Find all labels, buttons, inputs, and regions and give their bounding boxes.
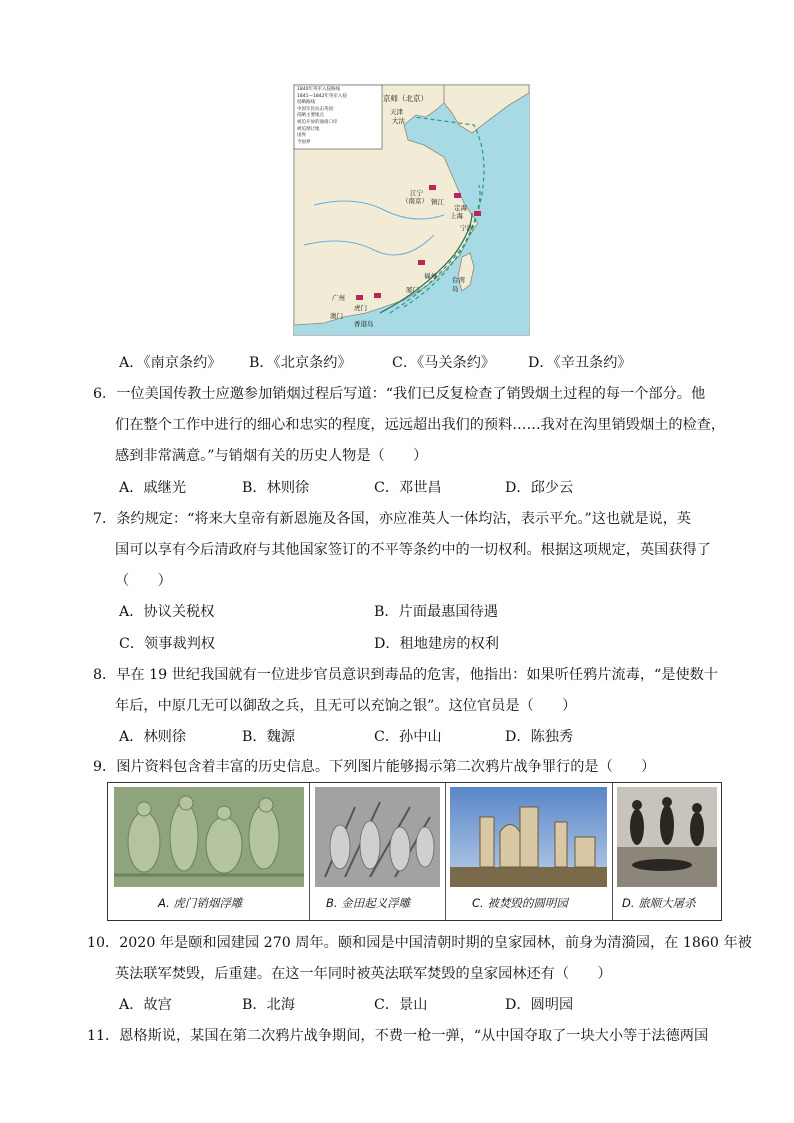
option-b[interactable] bbox=[374, 602, 498, 622]
option-text: 协议关税权 bbox=[143, 604, 215, 620]
legend-item: 被迫开放的通商口岸 bbox=[297, 119, 338, 125]
legend-item: 国界 bbox=[297, 133, 306, 139]
option-a[interactable] bbox=[119, 353, 221, 373]
option-text: 片面最惠国待遇 bbox=[398, 604, 498, 620]
option-letter: D． bbox=[505, 729, 531, 745]
option-text: 陈独秀 bbox=[530, 729, 574, 745]
question-text-line: 们在整个工作中进行的细心和忠实的程度，远远超出我们的预料……我对在沟里销毁烟土的检查， bbox=[115, 417, 726, 433]
option-text: 圆明园 bbox=[530, 997, 574, 1013]
historical-map-figure bbox=[293, 84, 530, 336]
option-c[interactable] bbox=[392, 353, 495, 373]
option-b[interactable] bbox=[242, 995, 295, 1015]
place-label: 香港岛 bbox=[354, 320, 374, 328]
option-d[interactable] bbox=[505, 478, 573, 498]
option-text: 孙中山 bbox=[399, 729, 442, 745]
place-label: 江宁 bbox=[410, 189, 423, 197]
caption-a: A. 虎门销烟浮雕 bbox=[158, 896, 243, 910]
question-text-line: 6．一位美国传教士应邀参加销烟过程后写道：“我们已反复检查了销毁烟土过程的每一个部分。他 bbox=[93, 386, 706, 402]
option-letter: A． bbox=[119, 355, 144, 371]
option-a[interactable] bbox=[119, 727, 186, 747]
option-d[interactable] bbox=[374, 634, 499, 654]
option-b[interactable] bbox=[249, 353, 352, 373]
option-letter: C． bbox=[374, 729, 400, 745]
option-letter: D． bbox=[505, 480, 531, 496]
option-text: 邓世昌 bbox=[399, 480, 442, 496]
option-letter: C． bbox=[374, 997, 400, 1013]
caption-c: C. 被焚毁的圆明园 bbox=[472, 896, 568, 910]
humen-relief-image[interactable] bbox=[114, 787, 304, 887]
caption-d: D. 旅顺大屠杀 bbox=[622, 896, 696, 910]
place-label: 广州 bbox=[332, 294, 345, 302]
option-d[interactable] bbox=[505, 995, 573, 1015]
option-letter: B． bbox=[242, 480, 267, 496]
option-letter: B． bbox=[374, 604, 399, 620]
option-c[interactable] bbox=[374, 478, 442, 498]
option-letter: B． bbox=[249, 355, 274, 371]
option-text: 邱少云 bbox=[530, 480, 574, 496]
legend-item: 1840年英军入侵路线 bbox=[297, 87, 340, 92]
question-text-line: 7．条约规定：“将来大皇帝有新恩施及各国，亦应准英人一体均沾，表示平允。”这也就是说，英 bbox=[93, 511, 692, 527]
place-label: 虎门 bbox=[354, 304, 367, 312]
option-a[interactable] bbox=[119, 478, 186, 498]
option-letter: D． bbox=[528, 355, 554, 371]
option-text: 景山 bbox=[399, 997, 428, 1013]
option-c[interactable] bbox=[119, 634, 215, 654]
place-label: 上海 bbox=[450, 212, 463, 220]
lushun-massacre-image[interactable] bbox=[617, 787, 717, 887]
place-label: 京师（北京） bbox=[383, 94, 428, 103]
map-legend bbox=[297, 87, 381, 146]
divider bbox=[445, 783, 446, 920]
place-label: 镇江 bbox=[431, 198, 444, 206]
legend-item: 侵略路线 bbox=[297, 100, 315, 106]
place-label: 宁波 bbox=[460, 224, 473, 232]
option-a[interactable] bbox=[119, 602, 214, 622]
option-letter: A． bbox=[119, 729, 144, 745]
option-text: 戚继光 bbox=[143, 480, 187, 496]
option-text: 魏源 bbox=[266, 729, 296, 745]
question-text-line: 11．恩格斯说，某国在第二次鸦片战争期间，不费一枪一弹，“从中国夺取了一块大小等于法德两国 bbox=[87, 1028, 709, 1044]
place-label: 天津 bbox=[390, 108, 403, 116]
legend-item: 1841—1842年英军入侵 bbox=[297, 93, 347, 99]
divider bbox=[309, 783, 310, 920]
option-letter: C． bbox=[374, 480, 400, 496]
place-label: 定海 bbox=[454, 204, 467, 212]
legend-item: 今国界 bbox=[297, 139, 311, 145]
option-text: 林则徐 bbox=[266, 480, 310, 496]
option-letter: B． bbox=[242, 997, 267, 1013]
place-label: 澳门 bbox=[330, 312, 343, 320]
question-text-line: 9．图片资料包含着丰富的历史信息。下列图片能够揭示第二次鸦片战争罪行的是（ ） bbox=[93, 759, 656, 775]
option-text: 领事裁判权 bbox=[144, 636, 215, 652]
place-label: 厦门 bbox=[406, 286, 419, 294]
option-letter: A． bbox=[119, 480, 144, 496]
question-text-line: 8．早在 19 世纪我国就有一位进步官员意识到毒品的危害，他指出：如果听任鸦片流毒，“是使数十 bbox=[93, 667, 719, 683]
jintian-relief-image[interactable] bbox=[315, 787, 440, 887]
yuanmingyuan-ruins-image[interactable] bbox=[450, 787, 607, 887]
option-letter: A． bbox=[119, 604, 144, 620]
option-letter: B． bbox=[242, 729, 267, 745]
legend-item: 被迫割让地 bbox=[297, 126, 320, 132]
option-text: 北海 bbox=[266, 997, 296, 1013]
option-text: 《辛丑条约》 bbox=[553, 355, 632, 371]
option-d[interactable] bbox=[505, 727, 573, 747]
option-letter: C． bbox=[392, 355, 418, 371]
question-text-line: 感到非常满意。”与销烟有关的历史人物是（ ） bbox=[115, 448, 428, 464]
place-label: 福州 bbox=[424, 272, 437, 280]
question-text-line: （ ） bbox=[115, 573, 172, 589]
question-text-line: 年后，中原几无可以御敌之兵，且无可以充饷之银”。这位官员是（ ） bbox=[115, 698, 577, 714]
option-letter: D． bbox=[505, 997, 531, 1013]
option-letter: D． bbox=[374, 636, 400, 652]
option-letter: C． bbox=[119, 636, 145, 652]
option-c[interactable] bbox=[374, 727, 442, 747]
option-text: 《马关条约》 bbox=[417, 355, 496, 371]
option-text: 《南京条约》 bbox=[143, 355, 222, 371]
option-letter: A． bbox=[119, 997, 144, 1013]
image-options-row bbox=[107, 782, 722, 921]
place-label: 大沽 bbox=[392, 117, 405, 125]
option-text: 林则徐 bbox=[143, 729, 187, 745]
option-text: 租地建房的权利 bbox=[399, 636, 499, 652]
option-a[interactable] bbox=[119, 995, 172, 1015]
question-text-line: 国可以享有今后清政府与其他国家签订的不平等条约中的一切权利。根据这项规定，英国获得了 bbox=[115, 542, 711, 558]
legend-item: 侵略主要地点 bbox=[297, 113, 324, 119]
option-b[interactable] bbox=[242, 727, 295, 747]
place-label: （南京） bbox=[402, 197, 428, 205]
legend-item: 中国军民抗击英国 bbox=[297, 106, 333, 112]
divider bbox=[612, 783, 613, 920]
question-text-line: 英法联军焚毁，后重建。在这一年同时被英法联军焚毁的皇家园林还有（ ） bbox=[115, 966, 612, 982]
option-c[interactable] bbox=[374, 995, 427, 1015]
option-d[interactable] bbox=[528, 353, 632, 373]
option-b[interactable] bbox=[242, 478, 309, 498]
question-text-line: 10．2020 年是颐和园建园 270 周年。颐和园是中国清朝时期的皇家园林，前身为清漪园，在 1860 年被 bbox=[87, 935, 752, 951]
place-label: 台湾岛 bbox=[452, 276, 465, 293]
option-text: 《北京条约》 bbox=[273, 355, 352, 371]
caption-b: B. 金田起义浮雕 bbox=[326, 896, 411, 910]
option-text: 故宫 bbox=[143, 997, 172, 1013]
